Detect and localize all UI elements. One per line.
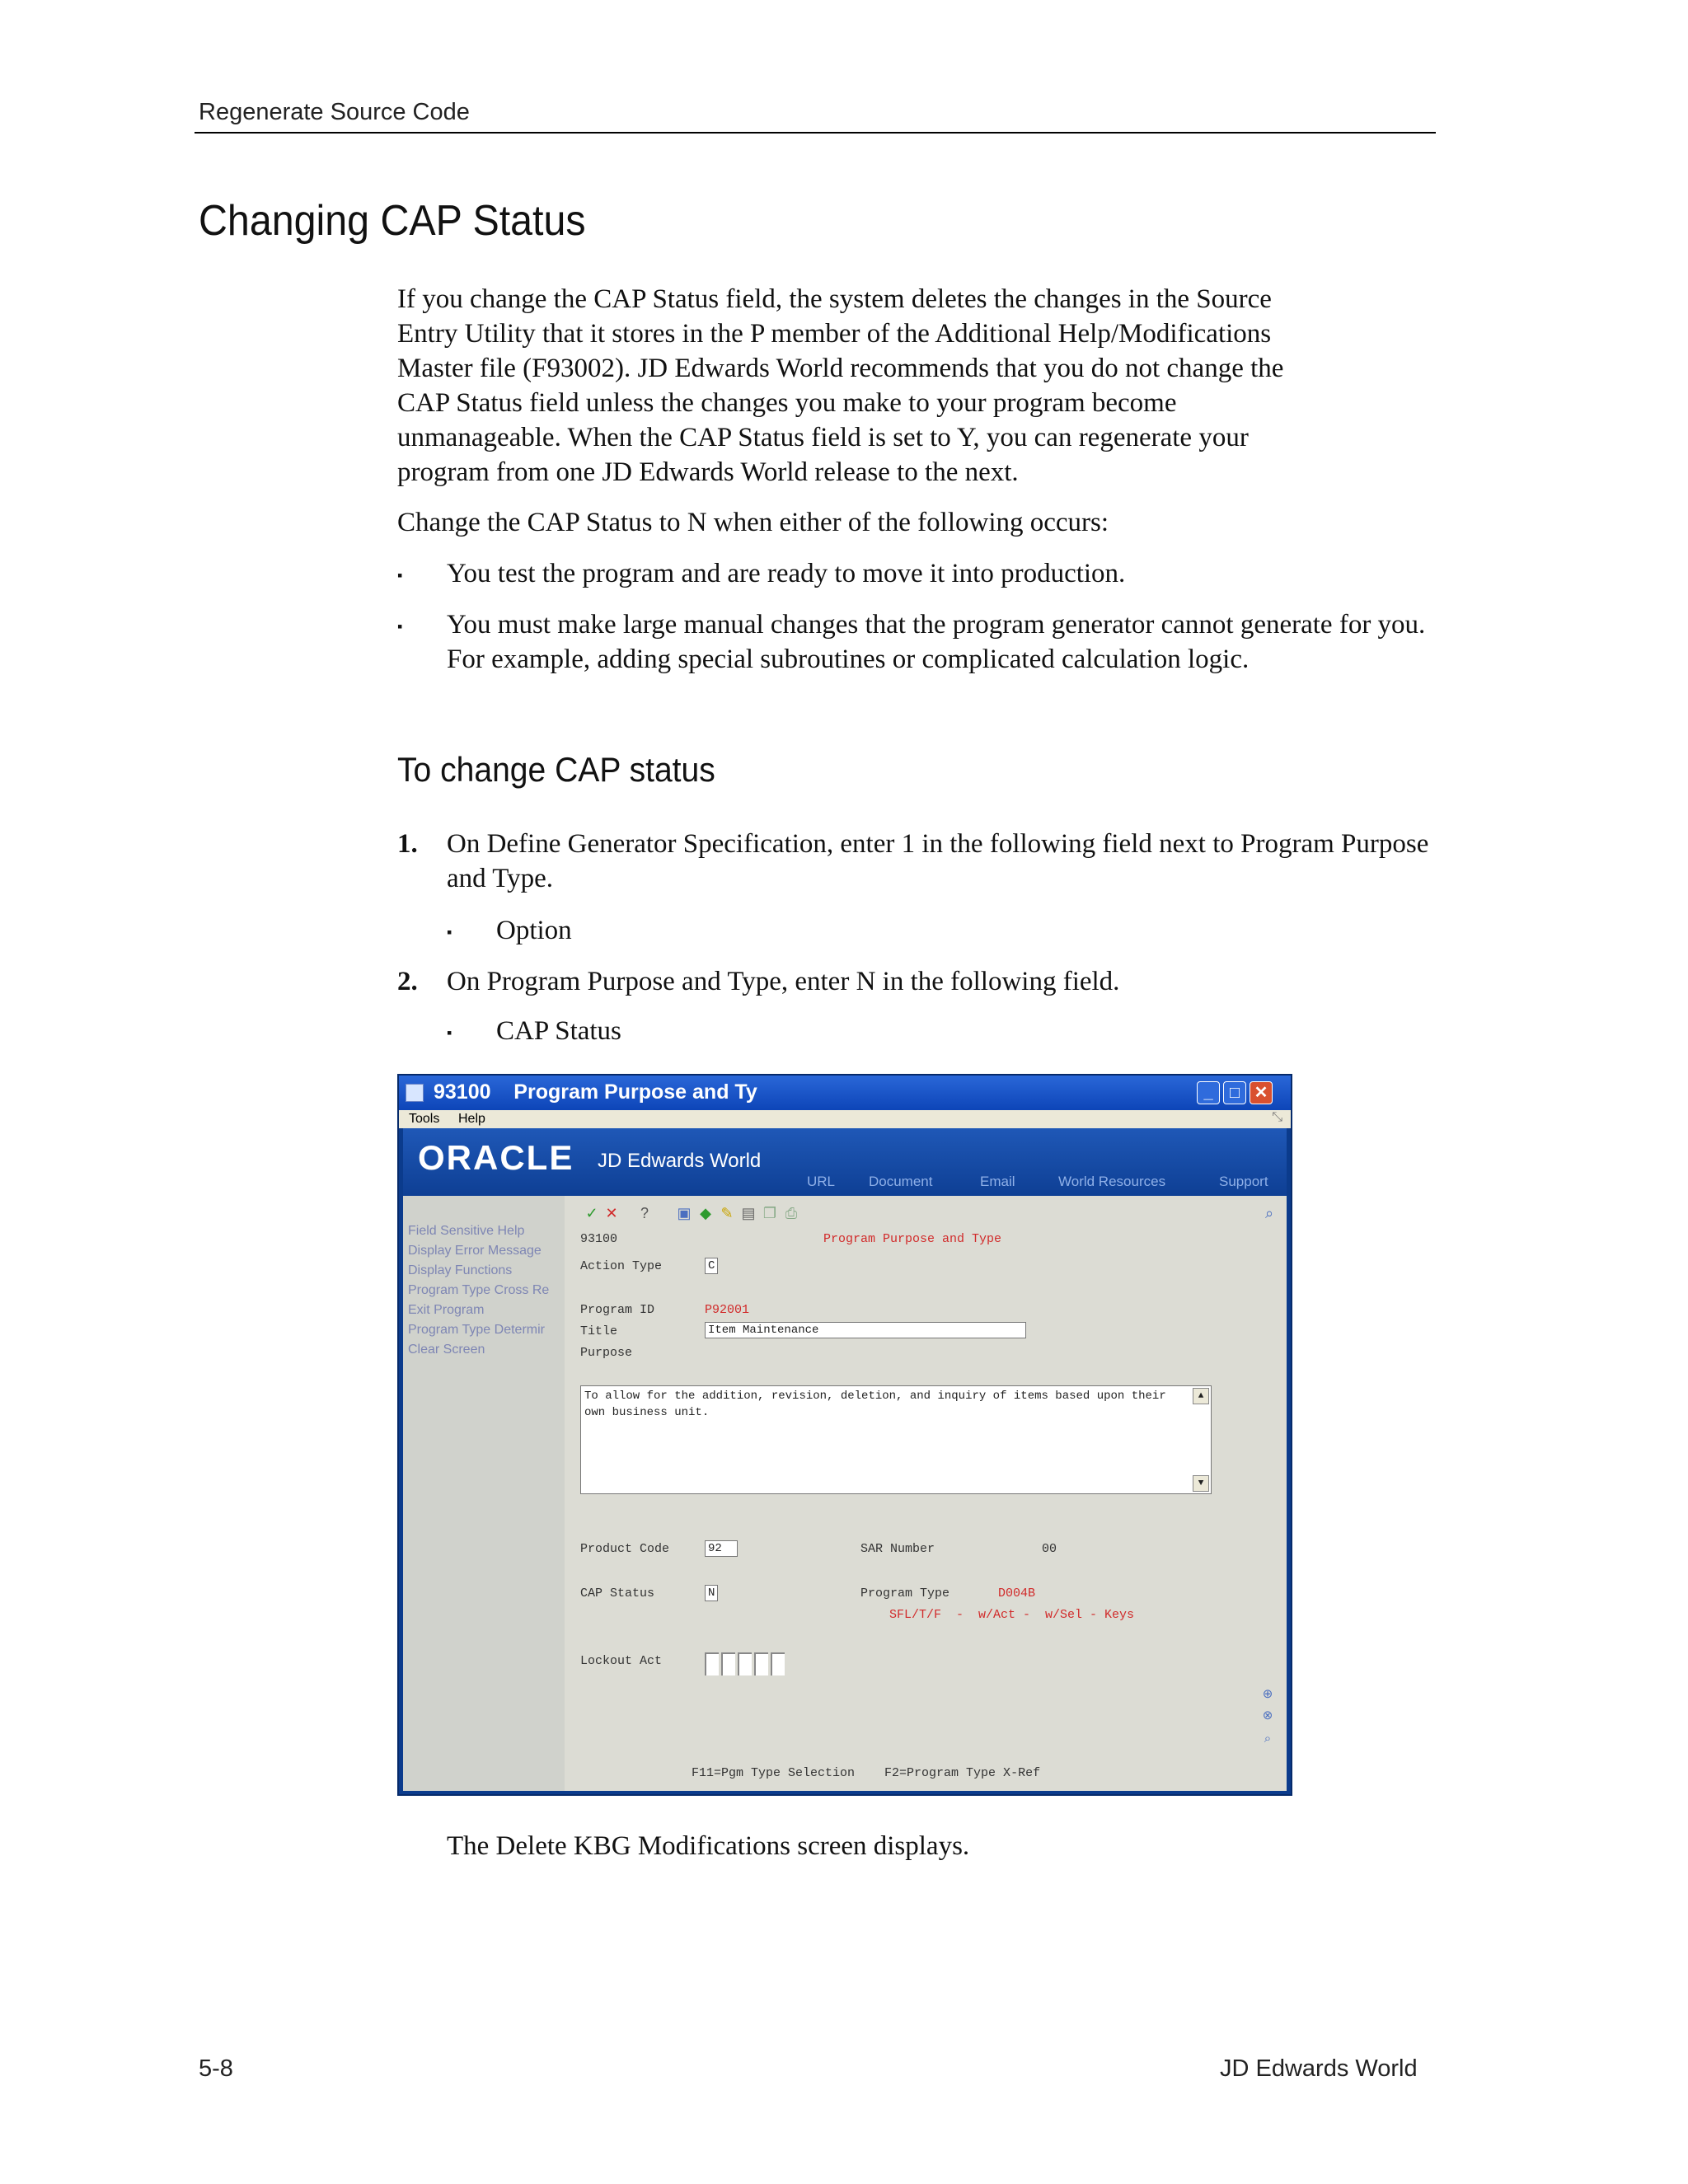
oracle-banner <box>403 1128 1287 1196</box>
page-number: 5-8 <box>199 2055 233 2082</box>
cap-status-input[interactable]: N <box>705 1585 718 1601</box>
bullet-marker: ▪ <box>397 567 403 583</box>
function-key-legend: F11=Pgm Type Selection F2=Program Type X-Ref <box>692 1766 1041 1780</box>
sidebar-item-type-determination[interactable]: Program Type Determir <box>408 1323 545 1337</box>
lockout-field[interactable] <box>705 1652 719 1675</box>
delete-icon[interactable]: ▤ <box>741 1205 756 1221</box>
procedure-heading: To change CAP status <box>397 750 715 789</box>
purpose-text: To allow for the addition, revision, deletion, and inquiry of items based upon their own business unit. <box>584 1390 1166 1419</box>
menu-help[interactable]: Help <box>458 1112 485 1126</box>
page-up-icon[interactable]: ⊕ <box>1262 1687 1273 1701</box>
scroll-down-icon[interactable]: ▼ <box>1193 1475 1209 1492</box>
purpose-textarea[interactable] <box>580 1385 1212 1494</box>
minimize-button[interactable]: _ <box>1197 1081 1220 1104</box>
action-type-input[interactable]: C <box>705 1258 718 1274</box>
screen-title: Program Purpose and Type <box>823 1232 1002 1246</box>
running-header: Regenerate Source Code <box>199 99 470 125</box>
page-down-icon[interactable]: ⊗ <box>1262 1708 1273 1722</box>
close-button[interactable]: ✕ <box>1250 1081 1273 1104</box>
lockout-field[interactable] <box>754 1652 768 1675</box>
step-number: 1. <box>397 829 418 859</box>
sar-number-value: 00 <box>1042 1542 1057 1556</box>
action-type-label: Action Type <box>580 1259 663 1273</box>
intro-line: If you change the CAP Status field, the system deletes the changes in the Source <box>397 284 1272 314</box>
step-number: 2. <box>397 967 418 996</box>
closing-paragraph: The Delete KBG Modifications screen displays. <box>447 1831 970 1861</box>
sidebar-item-exit-program[interactable]: Exit Program <box>408 1303 485 1317</box>
intro-line: Master file (F93002). JD Edwards World recommends that you do not change the <box>397 354 1284 383</box>
banner-link-url[interactable]: URL <box>807 1174 836 1189</box>
scroll-up-icon[interactable]: ▲ <box>1193 1388 1209 1404</box>
bullet-marker: ▪ <box>447 1024 452 1041</box>
sidebar-item-error-message[interactable]: Display Error Message <box>408 1244 542 1258</box>
help-icon[interactable]: ? <box>640 1205 649 1221</box>
title-input[interactable]: Item Maintenance <box>705 1322 1026 1338</box>
lockout-field[interactable] <box>738 1652 752 1675</box>
bullet-marker: ▪ <box>397 618 403 635</box>
ok-icon[interactable]: ✓ <box>585 1205 598 1221</box>
program-type-label: Program Type <box>860 1586 950 1601</box>
intro-line: Entry Utility that it stores in the P member of the Additional Help/Modifications <box>397 319 1272 349</box>
field-name: CAP Status <box>496 1016 621 1046</box>
step-text: On Program Purpose and Type, enter N in the following field. <box>447 967 1120 996</box>
print-icon[interactable]: ⎙ <box>785 1205 798 1221</box>
lockout-act-label: Lockout Act <box>580 1654 663 1668</box>
program-number: 93100 <box>580 1232 618 1246</box>
banner-link-support[interactable]: Support <box>1219 1174 1268 1189</box>
menu-tools[interactable]: Tools <box>409 1112 440 1126</box>
edit-pencil-icon[interactable]: ✎ <box>720 1205 734 1221</box>
window-titlebar <box>399 1076 1291 1110</box>
product-name: JD Edwards World <box>598 1150 762 1172</box>
search-icon[interactable]: ⌕ <box>1264 1205 1274 1221</box>
window-title: 93100 Program Purpose and Ty <box>434 1080 757 1104</box>
oracle-logo: ORACLE <box>418 1138 574 1177</box>
sidebar-item-cross-ref[interactable]: Program Type Cross Re <box>408 1283 550 1297</box>
record-icon[interactable]: ▣ <box>677 1205 692 1221</box>
sar-number-label: SAR Number <box>860 1542 935 1556</box>
purpose-label: Purpose <box>580 1346 633 1360</box>
intro-line: program from one JD Edwards World release to the next. <box>397 457 1019 487</box>
program-purpose-window <box>397 1074 1292 1796</box>
page-title: Changing CAP Status <box>199 197 586 245</box>
title-label: Title <box>580 1324 618 1338</box>
function-sidebar <box>403 1196 565 1791</box>
add-icon[interactable]: ◆ <box>700 1205 711 1221</box>
intro-line: CAP Status field unless the changes you make to your program become <box>397 388 1177 418</box>
step-text: On Define Generator Specification, enter 1 in the following field next to Program Purpose and Type. <box>447 829 1429 893</box>
sidebar-item-field-help[interactable]: Field Sensitive Help <box>408 1224 525 1238</box>
zoom-icon[interactable]: ⌕ <box>1264 1732 1272 1746</box>
banner-link-document[interactable]: Document <box>869 1174 933 1189</box>
intro-paragraph <box>397 282 1437 490</box>
menu-bar <box>399 1110 1291 1128</box>
banner-link-world-resources[interactable]: World Resources <box>1058 1174 1166 1189</box>
app-icon <box>406 1084 424 1102</box>
bullet-text: You must make large manual changes that the program generator cannot generate for you. For example, adding special subroutines or complicated calculation logic. <box>447 610 1426 674</box>
field-name: Option <box>496 916 572 945</box>
expand-arrow-icon[interactable]: ⤡ <box>1272 1110 1282 1124</box>
product-code-label: Product Code <box>580 1542 670 1556</box>
program-id-value: P92001 <box>705 1303 750 1317</box>
footer-product: JD Edwards World <box>1220 2055 1418 2082</box>
maximize-button[interactable]: □ <box>1223 1081 1246 1104</box>
product-code-input[interactable]: 92 <box>705 1540 738 1557</box>
sidebar-item-clear-screen[interactable]: Clear Screen <box>408 1343 485 1357</box>
intro-line: unmanageable. When the CAP Status field is set to Y, you can regenerate your <box>397 423 1249 452</box>
lockout-field[interactable] <box>771 1652 785 1675</box>
program-type-description: SFL/T/F - w/Act - w/Sel - Keys <box>889 1608 1135 1622</box>
form-content <box>403 1196 1287 1791</box>
lockout-field[interactable] <box>721 1652 735 1675</box>
header-rule <box>195 132 1436 134</box>
banner-link-email[interactable]: Email <box>980 1174 1015 1189</box>
program-type-value: D004B <box>998 1586 1036 1601</box>
change-intro: Change the CAP Status to N when either of the following occurs: <box>397 508 1109 537</box>
copy-icon[interactable]: ❐ <box>762 1205 777 1221</box>
bullet-text: You test the program and are ready to move it into production. <box>447 559 1126 588</box>
program-id-label: Program ID <box>580 1303 655 1317</box>
bullet-marker: ▪ <box>447 924 452 940</box>
cancel-icon[interactable]: ✕ <box>605 1205 618 1221</box>
cap-status-label: CAP Status <box>580 1586 655 1601</box>
sidebar-item-display-functions[interactable]: Display Functions <box>408 1263 513 1277</box>
